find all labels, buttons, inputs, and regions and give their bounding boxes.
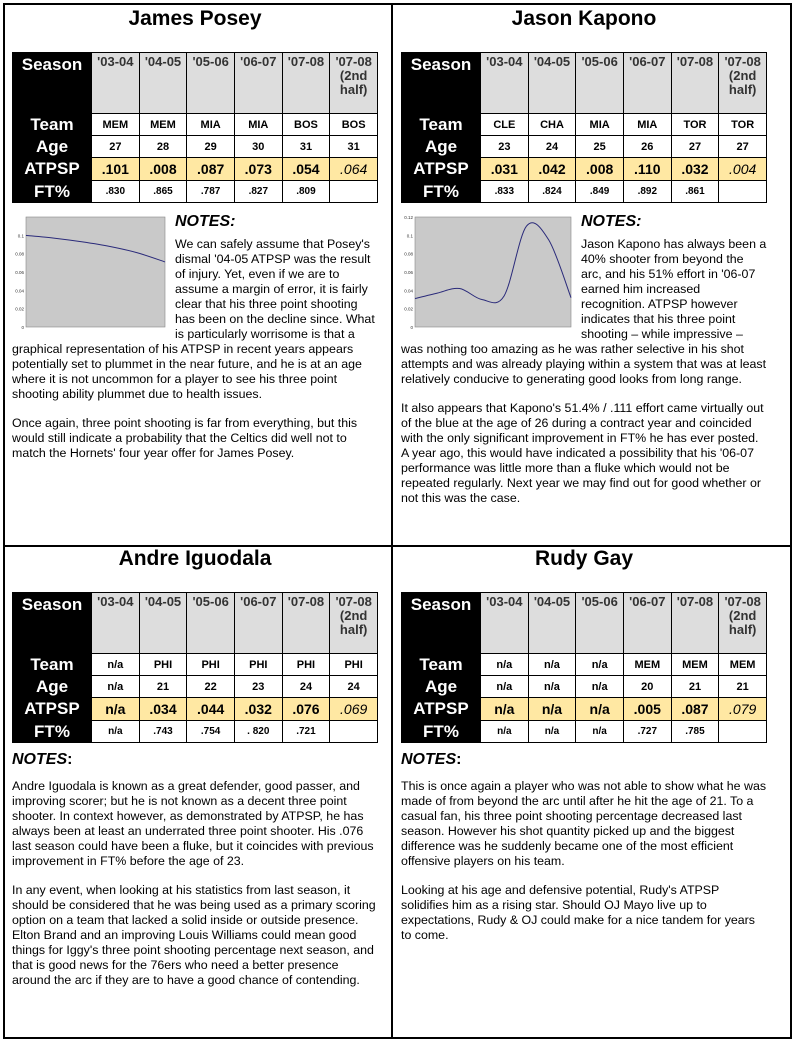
player-name: Andre Iguodala <box>118 547 272 570</box>
y-tick-label: 0.1 <box>17 233 24 239</box>
age-cell: n/a <box>92 676 140 698</box>
ft-cell <box>719 721 767 743</box>
y-tick-label: 0.06 <box>404 270 413 275</box>
ft-cell: .785 <box>671 721 719 743</box>
age-cell: n/a <box>481 676 529 698</box>
season-cell: '07-08 <box>671 53 719 114</box>
player-name: Rudy Gay <box>534 547 634 570</box>
team-cell: MIA <box>187 114 235 136</box>
age-cell: 25 <box>576 136 624 158</box>
season-cell: '04-05 <box>528 53 576 114</box>
season-label: Season <box>402 593 481 654</box>
season-label: Season <box>402 53 481 114</box>
age-cell: 27 <box>719 136 767 158</box>
ft-cell: .743 <box>139 721 187 743</box>
season-cell: '06-07 <box>623 593 671 654</box>
team-cell: n/a <box>92 654 140 676</box>
season-cell: '05-06 <box>576 53 624 114</box>
team-cell: PHI <box>139 654 187 676</box>
player-panel-posey <box>4 2 386 475</box>
atpsp-cell: n/a <box>576 698 624 721</box>
notes-heading-text: NOTES <box>401 751 457 768</box>
season-cell: '05-06 <box>187 53 235 114</box>
stats-table <box>12 592 378 743</box>
season-cell: '03-04 <box>92 593 140 654</box>
ft-cell: n/a <box>576 721 624 743</box>
age-label: Age <box>13 136 92 158</box>
age-label: Age <box>13 676 92 698</box>
age-cell: 28 <box>139 136 187 158</box>
age-cell: 24 <box>528 136 576 158</box>
notes-paragraph: It also appears that Kapono's 51.4% / .111 effort came virtually out of the blue at the age of 26 during a contract year and coincided with the only significant improvement in FT% he has ever posted. A year ago, this would have indicated a possibility that his '06-07 performance was little more than a fluke which would not be repeated regularly. Next year we may find out for good whether or not this was the case. <box>401 401 764 505</box>
age-cell: n/a <box>576 676 624 698</box>
season-cell: '05-06 <box>187 593 235 654</box>
notes-text <box>401 779 767 943</box>
age-cell: 23 <box>481 136 529 158</box>
notes-paragraph: Andre Iguodala is known as a great defender, good passer, and improving scorer; but he is not known as a decent three point shooter. In context however, as demonstrated by ATPSP, he has always been at least an underrated three point shooter. His .076 last season could have been a fluke, but it coincides with previous improvement in FT% before the age of 23. <box>12 779 374 868</box>
notes-paragraph: This is once again a player who was not able to show what he was made of from beyond the arc until after he hit the age of 21. To a casual fan, his three point shooting percentage decreased last season. However his shot quantity picked up and the biggest difference was he suddenly became one of the most efficient offensive players on his team. <box>401 779 767 868</box>
team-label: Team <box>402 114 481 136</box>
season-cell: '07-08 (2nd half) <box>719 593 767 654</box>
y-tick-label: 0.04 <box>404 288 413 294</box>
atpsp-cell: .034 <box>139 698 187 721</box>
team-cell: PHI <box>282 654 330 676</box>
team-cell: MIA <box>623 114 671 136</box>
season-cell: '03-04 <box>481 593 529 654</box>
atpsp-cell: .087 <box>187 158 235 181</box>
ft-cell: n/a <box>528 721 576 743</box>
age-cell: 30 <box>234 136 282 158</box>
notes-heading-text: NOTES <box>12 751 68 768</box>
ft-cell: . 820 <box>234 721 282 743</box>
y-tick-label: 0.12 <box>404 215 413 220</box>
team-cell: n/a <box>576 654 624 676</box>
age-cell: 21 <box>139 676 187 698</box>
y-tick-label: 0.06 <box>15 270 24 275</box>
ft-cell: .861 <box>671 181 719 203</box>
y-tick-label: 0.02 <box>404 306 413 312</box>
atpsp-label: ATPSP <box>13 158 92 181</box>
player-panel-gay <box>393 542 775 957</box>
ft-cell <box>330 721 378 743</box>
season-cell: '05-06 <box>576 593 624 654</box>
ft-label: FT% <box>13 721 92 743</box>
notes-paragraph: Once again, three point shooting is far from everything, but this would still indicate a probability that the Celtics did well not to match the Hornets' four year offer for James Posey. <box>12 416 358 460</box>
ft-cell: n/a <box>481 721 529 743</box>
y-tick-label: 0.02 <box>15 306 24 312</box>
team-cell: n/a <box>481 654 529 676</box>
y-tick-label: 0 <box>410 325 413 330</box>
team-cell: CLE <box>481 114 529 136</box>
age-label: Age <box>402 676 481 698</box>
atpsp-label: ATPSP <box>402 158 481 181</box>
ft-label: FT% <box>402 721 481 743</box>
age-cell: 23 <box>234 676 282 698</box>
atpsp-label: ATPSP <box>402 698 481 721</box>
ft-cell: .849 <box>576 181 624 203</box>
team-label: Team <box>13 114 92 136</box>
atpsp-trend-chart <box>12 213 167 331</box>
notes-heading: NOTES: <box>12 751 73 768</box>
team-cell: MIA <box>234 114 282 136</box>
atpsp-cell: .044 <box>187 698 235 721</box>
team-cell: PHI <box>187 654 235 676</box>
plot-area <box>415 217 571 327</box>
stats-table <box>401 592 767 743</box>
season-cell: '04-05 <box>528 593 576 654</box>
atpsp-cell: .042 <box>528 158 576 181</box>
y-tick-label: 0.08 <box>15 251 24 257</box>
atpsp-cell: .005 <box>623 698 671 721</box>
atpsp-cell: n/a <box>92 698 140 721</box>
age-label: Age <box>402 136 481 158</box>
team-cell: MEM <box>719 654 767 676</box>
notes-paragraph: We can safely assume that Posey's dismal '04-05 ATPSP was the result of injury. Yet, even if we are to assume a margin of error, it is fairly clear that his three point shooting has been on the decline since. What is particularly worrisome is that a graphical representation of his ATPSP in recent years appears potentially set to plummet in the near future, and he is at an age where it is not uncommon for a player to see his three point shooting ability plummet due to health issues. <box>12 237 375 401</box>
season-cell: '04-05 <box>139 593 187 654</box>
season-cell: '04-05 <box>139 53 187 114</box>
season-cell: '07-08 (2nd half) <box>330 53 378 114</box>
team-cell: MEM <box>671 654 719 676</box>
ft-cell: .787 <box>187 181 235 203</box>
age-cell: 31 <box>282 136 330 158</box>
ft-cell: .754 <box>187 721 235 743</box>
y-tick-label: 0 <box>21 325 24 330</box>
atpsp-cell: .008 <box>139 158 187 181</box>
team-cell: BOS <box>330 114 378 136</box>
age-cell: 27 <box>671 136 719 158</box>
player-panel-kapono <box>393 2 775 520</box>
atpsp-cell: .008 <box>576 158 624 181</box>
team-label: Team <box>13 654 92 676</box>
atpsp-cell: .069 <box>330 698 378 721</box>
age-cell: 24 <box>330 676 378 698</box>
team-cell: BOS <box>282 114 330 136</box>
atpsp-cell: .087 <box>671 698 719 721</box>
team-cell: PHI <box>234 654 282 676</box>
y-tick-label: 0.04 <box>15 288 24 294</box>
season-cell: '06-07 <box>234 593 282 654</box>
atpsp-cell: n/a <box>481 698 529 721</box>
season-cell: '03-04 <box>92 53 140 114</box>
notes-paragraph: In any event, when looking at his statistics from last season, it should be considered that he was being used as a primary scoring option on a team that lacked a solid inside or outside presence. Elton Brand and an improving Louis Williams could mean good things for Iggy's three point shooting percentage next season, and that is good news for the 76ers who need a better presence around the arc if they are to have a good chance of contending. <box>12 883 376 987</box>
season-cell: '07-08 (2nd half) <box>719 53 767 114</box>
stats-table <box>401 52 767 203</box>
atpsp-trend-chart <box>401 213 573 331</box>
season-cell: '07-08 <box>282 593 330 654</box>
team-cell: MEM <box>139 114 187 136</box>
y-tick-label: 0.08 <box>404 251 413 257</box>
notes-text <box>12 779 378 988</box>
ft-label: FT% <box>13 181 92 203</box>
atpsp-cell: .110 <box>623 158 671 181</box>
ft-label: FT% <box>402 181 481 203</box>
age-cell: 26 <box>623 136 671 158</box>
team-cell: TOR <box>719 114 767 136</box>
team-cell: MEM <box>623 654 671 676</box>
season-label: Season <box>13 53 92 114</box>
age-cell: 31 <box>330 136 378 158</box>
plot-area <box>26 217 165 327</box>
age-cell: 21 <box>671 676 719 698</box>
team-cell: MIA <box>576 114 624 136</box>
atpsp-cell: .073 <box>234 158 282 181</box>
notes-paragraph: Jason Kapono has always been a 40% shooter from beyond the arc, and his 51% effort in '06-07 earned him increased recognition. ATPSP however indicates that his three point shooting – while impressive – was nothing too amazing as he was rather selective in his shot attempts and was already playing within a system that was at least relatively conducive to generating good looks from long range. <box>401 237 767 386</box>
ft-cell: .809 <box>282 181 330 203</box>
age-cell: 20 <box>623 676 671 698</box>
ft-cell: .824 <box>528 181 576 203</box>
season-cell: '06-07 <box>623 53 671 114</box>
notes-heading: NOTES: <box>401 751 462 768</box>
season-cell: '06-07 <box>234 53 282 114</box>
player-name: Jason Kapono <box>511 7 657 30</box>
notes-paragraph: Looking at his age and defensive potential, Rudy's ATPSP solidifies him as a rising star. Should OJ Mayo live up to expectations, Rudy & OJ could make for a nice tandem for years to come. <box>401 883 755 942</box>
notes-heading: NOTES: <box>175 213 236 230</box>
team-cell: n/a <box>528 654 576 676</box>
age-cell: n/a <box>528 676 576 698</box>
atpsp-cell: .031 <box>481 158 529 181</box>
y-tick-label: 0.1 <box>406 233 413 239</box>
player-name: James Posey <box>128 7 262 30</box>
atpsp-cell: .079 <box>719 698 767 721</box>
age-cell: 22 <box>187 676 235 698</box>
team-cell: MEM <box>92 114 140 136</box>
team-cell: CHA <box>528 114 576 136</box>
atpsp-cell: n/a <box>528 698 576 721</box>
notes-heading: NOTES: <box>581 213 642 230</box>
atpsp-cell: .076 <box>282 698 330 721</box>
stats-table <box>12 52 378 203</box>
ft-cell <box>330 181 378 203</box>
age-cell: 27 <box>92 136 140 158</box>
season-cell: '07-08 (2nd half) <box>330 593 378 654</box>
age-cell: 24 <box>282 676 330 698</box>
atpsp-cell: .064 <box>330 158 378 181</box>
season-cell: '03-04 <box>481 53 529 114</box>
atpsp-cell: .101 <box>92 158 140 181</box>
season-cell: '07-08 <box>282 53 330 114</box>
season-label: Season <box>13 593 92 654</box>
ft-cell: .830 <box>92 181 140 203</box>
atpsp-cell: .032 <box>671 158 719 181</box>
atpsp-cell: .004 <box>719 158 767 181</box>
ft-cell: n/a <box>92 721 140 743</box>
season-cell: '07-08 <box>671 593 719 654</box>
ft-cell: .721 <box>282 721 330 743</box>
age-cell: 29 <box>187 136 235 158</box>
team-cell: PHI <box>330 654 378 676</box>
age-cell: 21 <box>719 676 767 698</box>
ft-cell <box>719 181 767 203</box>
ft-cell: .865 <box>139 181 187 203</box>
player-panel-iguodala <box>4 542 386 1002</box>
ft-cell: .833 <box>481 181 529 203</box>
atpsp-label: ATPSP <box>13 698 92 721</box>
atpsp-cell: .032 <box>234 698 282 721</box>
ft-cell: .727 <box>623 721 671 743</box>
team-cell: TOR <box>671 114 719 136</box>
team-label: Team <box>402 654 481 676</box>
ft-cell: .827 <box>234 181 282 203</box>
atpsp-cell: .054 <box>282 158 330 181</box>
ft-cell: .892 <box>623 181 671 203</box>
